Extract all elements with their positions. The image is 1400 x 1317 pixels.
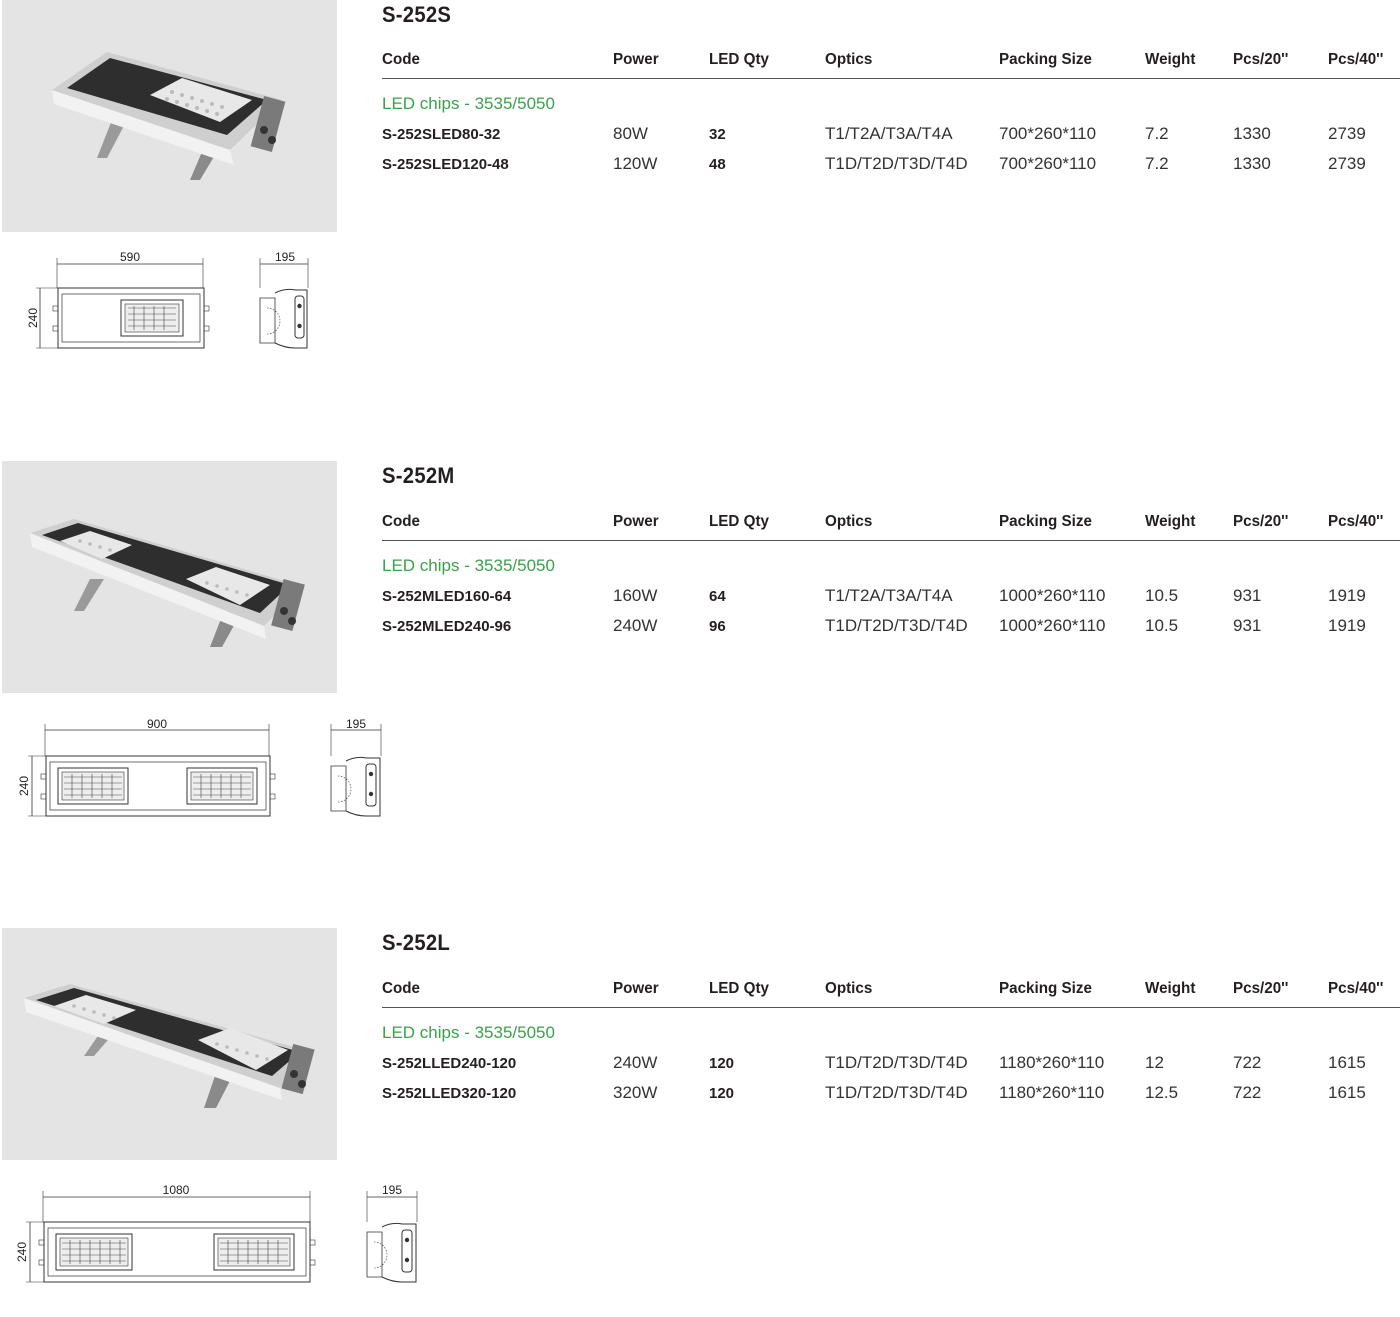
row-code: S-252MLED160-64 (382, 588, 512, 605)
row-code: S-252SLED120-48 (382, 156, 509, 173)
row-packing: 700*260*110 (999, 124, 1097, 143)
row-pcs40: 1615 (1328, 1053, 1366, 1072)
row-led-qty: 32 (709, 126, 726, 143)
dim-depth-label: 195 (274, 250, 296, 264)
row-code: S-252MLED240-96 (382, 618, 512, 635)
row-weight: 10.5 (1145, 616, 1179, 635)
row-optics: T1D/T2D/T3D/T4D (825, 154, 968, 173)
dim-depth-label: 195 (381, 1183, 403, 1197)
row-led-qty: 120 (709, 1085, 735, 1102)
dim-height-label: 240 (26, 307, 40, 329)
header-code: Code (382, 51, 420, 68)
section-title: S-252S (382, 2, 452, 27)
header-optics: Optics (825, 513, 873, 530)
dimension-drawing-front (20, 248, 220, 358)
header-pcs40: Pcs/40'' (1328, 980, 1384, 997)
row-packing: 1000*260*110 (999, 616, 1106, 635)
header-power: Power (613, 51, 659, 68)
row-optics: T1D/T2D/T3D/T4D (825, 616, 968, 635)
row-pcs40: 2739 (1328, 124, 1366, 143)
dimension-drawing-front (10, 1182, 325, 1294)
row-pcs20: 722 (1233, 1053, 1262, 1072)
row-power: 240W (613, 616, 658, 635)
row-pcs40: 1919 (1328, 616, 1366, 635)
row-code: S-252LLED320-120 (382, 1085, 517, 1102)
section-title: S-252M (382, 463, 455, 488)
dim-length-label: 1080 (162, 1183, 190, 1197)
row-power: 160W (613, 586, 658, 605)
row-weight: 10.5 (1145, 586, 1179, 605)
led-chips-label: LED chips - 3535/5050 (382, 94, 555, 113)
dimension-drawing-side (326, 716, 396, 826)
row-optics: T1D/T2D/T3D/T4D (825, 1053, 968, 1072)
header-packing-size: Packing Size (999, 513, 1092, 530)
row-pcs20: 931 (1233, 586, 1262, 605)
header-pcs40: Pcs/40'' (1328, 51, 1384, 68)
row-packing: 700*260*110 (999, 154, 1097, 173)
header-rule (382, 1007, 1400, 1008)
row-pcs40: 1919 (1328, 586, 1366, 605)
section-title: S-252L (382, 930, 451, 955)
product-photo (2, 0, 337, 232)
row-weight: 7.2 (1145, 154, 1169, 173)
dimension-drawing-side (255, 248, 325, 358)
header-led-qty: LED Qty (709, 51, 769, 68)
row-pcs40: 2739 (1328, 154, 1366, 173)
row-optics: T1/T2A/T3A/T4A (825, 586, 953, 605)
header-optics: Optics (825, 51, 873, 68)
dim-length-label: 900 (146, 717, 168, 731)
row-code: S-252LLED240-120 (382, 1055, 517, 1072)
dim-height-label: 240 (17, 775, 31, 797)
row-led-qty: 96 (709, 618, 726, 635)
row-packing: 1180*260*110 (999, 1083, 1105, 1102)
header-led-qty: LED Qty (709, 980, 769, 997)
dim-height-label: 240 (15, 1241, 29, 1263)
header-pcs20: Pcs/20'' (1233, 51, 1289, 68)
header-power: Power (613, 980, 659, 997)
row-pcs20: 931 (1233, 616, 1262, 635)
row-led-qty: 64 (709, 588, 726, 605)
header-rule (382, 78, 1400, 79)
header-code: Code (382, 513, 420, 530)
row-power: 320W (613, 1083, 658, 1102)
row-weight: 12 (1145, 1053, 1164, 1072)
dimension-drawing-front (12, 716, 287, 826)
dim-length-label: 590 (119, 250, 141, 264)
header-weight: Weight (1145, 513, 1196, 530)
product-photo (2, 461, 337, 693)
row-pcs20: 1330 (1233, 154, 1271, 173)
row-pcs20: 722 (1233, 1083, 1262, 1102)
product-photo (2, 928, 337, 1160)
row-code: S-252SLED80-32 (382, 126, 501, 143)
header-power: Power (613, 513, 659, 530)
row-packing: 1000*260*110 (999, 586, 1106, 605)
row-weight: 12.5 (1145, 1083, 1179, 1102)
row-led-qty: 120 (709, 1055, 735, 1072)
row-pcs20: 1330 (1233, 124, 1271, 143)
header-pcs40: Pcs/40'' (1328, 513, 1384, 530)
header-packing-size: Packing Size (999, 980, 1092, 997)
header-pcs20: Pcs/20'' (1233, 980, 1289, 997)
row-power: 120W (613, 154, 658, 173)
row-power: 80W (613, 124, 648, 143)
header-code: Code (382, 980, 420, 997)
row-packing: 1180*260*110 (999, 1053, 1105, 1072)
header-rule (382, 540, 1400, 541)
row-power: 240W (613, 1053, 658, 1072)
dimension-drawing-side (362, 1182, 432, 1294)
header-packing-size: Packing Size (999, 51, 1092, 68)
header-led-qty: LED Qty (709, 513, 769, 530)
led-chips-label: LED chips - 3535/5050 (382, 1023, 555, 1042)
row-pcs40: 1615 (1328, 1083, 1366, 1102)
row-optics: T1D/T2D/T3D/T4D (825, 1083, 968, 1102)
header-weight: Weight (1145, 51, 1196, 68)
row-led-qty: 48 (709, 156, 726, 173)
header-pcs20: Pcs/20'' (1233, 513, 1289, 530)
row-optics: T1/T2A/T3A/T4A (825, 124, 953, 143)
row-weight: 7.2 (1145, 124, 1169, 143)
led-chips-label: LED chips - 3535/5050 (382, 556, 555, 575)
dim-depth-label: 195 (345, 717, 367, 731)
header-optics: Optics (825, 980, 873, 997)
header-weight: Weight (1145, 980, 1196, 997)
